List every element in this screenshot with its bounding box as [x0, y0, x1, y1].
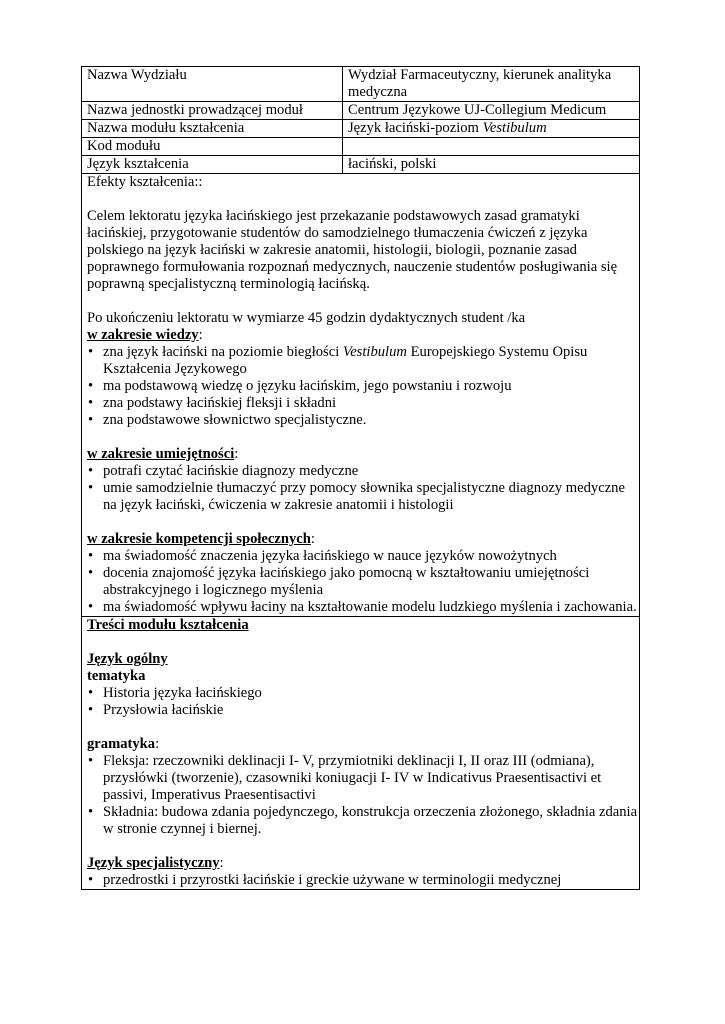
info-row-faculty	[82, 67, 640, 102]
knowledge-heading: w zakresie wiedzy	[87, 327, 199, 343]
topics-list	[87, 685, 639, 719]
bullet-icon: •	[88, 702, 94, 718]
social-heading: w zakresie kompetencji społecznych	[87, 531, 311, 547]
list-item: • przedrostki i przyrostki łacińskie i greckie używane w terminologii medycznej	[88, 872, 562, 888]
list-item: • zna język łaciński na poziomie biegłości Vestibulum Europejskiego Systemu Opisu Kształcenia Językowego	[88, 344, 588, 377]
info-row-unit	[82, 102, 640, 120]
general-language-heading: Język ogólny	[87, 651, 168, 667]
grammar-heading: gramatyka	[87, 736, 156, 752]
knowledge-heading-line: w zakresie wiedzy:	[87, 327, 203, 343]
bullet-icon: •	[88, 412, 94, 428]
effects-cell	[82, 174, 640, 617]
specialist-list	[87, 872, 639, 889]
specialist-heading: Język specjalistyczny	[87, 855, 220, 871]
list-item: • zna podstawy łacińskiej fleksji i składni	[88, 395, 337, 411]
bullet-icon: •	[88, 804, 94, 820]
skills-list	[87, 463, 639, 514]
bullet-icon: •	[88, 463, 94, 479]
list-item: • ma świadomość wpływu łaciny na kształtowanie modelu ludzkiego myślenia i zachowania.	[88, 599, 637, 615]
specialist-heading-line: Język specjalistyczny:	[87, 855, 224, 871]
effects-intro: Celem lektoratu języka łacińskiego jest przekazanie podstawowych zasad gramatyki łacińskiej, przygotowanie studentów do samodzielnego tłumaczenia ćwiczeń z języka polskiego na język łaciński w zakresie anatomii, histologii, biologii, poznanie zasad poprawnego formułowania rozpoznań medycznych, nauczenie studentów posługiwania się poprawną specjalistyczną terminologią łacińską.	[87, 208, 618, 292]
module-name-label: Nazwa modułu kształcenia	[82, 120, 343, 138]
list-item: • Fleksja: rzeczowniki deklinacji I- V, przymiotniki deklinacji I, II oraz III (odmiana), przysłówki (tworzenie), czasowniki koniugacji I- IV w Indicativus Praesentisactivi et passivi, Imperativus Praesentisactivi	[88, 753, 602, 803]
effects-row	[82, 174, 640, 617]
social-list	[87, 548, 639, 616]
contents-cell	[82, 617, 640, 890]
topics-heading: tematyka	[87, 668, 146, 684]
unit-label: Nazwa jednostki prowadzącej moduł	[82, 102, 343, 120]
contents-heading: Treści modułu kształcenia	[87, 617, 249, 633]
list-item: • Składnia: budowa zdania pojedynczego, konstrukcja orzeczenia złożonego, składnia zdania w stronie czynnej i biernej.	[88, 804, 638, 837]
bullet-icon: •	[88, 344, 94, 360]
bullet-icon: •	[88, 685, 94, 701]
skills-heading: w zakresie umiejętności	[87, 446, 235, 462]
module-table	[81, 66, 640, 890]
social-heading-line: w zakresie kompetencji społecznych:	[87, 531, 315, 547]
module-level-italic: Vestibulum	[482, 120, 547, 136]
faculty-label: Nazwa Wydziału	[82, 67, 343, 102]
unit-value: Centrum Językowe UJ-Collegium Medicum	[343, 102, 640, 120]
list-item: • umie samodzielnie tłumaczyć przy pomocy słownika specjalistyczne diagnozy medyczne na język łaciński, ćwiczenia w zakresie anatomii i histologii	[88, 480, 625, 513]
effects-completion: Po ukończeniu lektoratu w wymiarze 45 godzin dydaktycznych student /ka	[87, 310, 526, 326]
effects-heading: Efekty kształcenia::	[87, 174, 203, 190]
info-row-module-code	[82, 138, 640, 156]
list-item: • Przysłowia łacińskie	[88, 702, 224, 718]
bullet-icon: •	[88, 378, 94, 394]
bullet-icon: •	[88, 565, 94, 581]
list-item: • docenia znajomość języka łacińskiego jako pomocną w kształtowaniu umiejętności abstrakcyjnego i logicznego myślenia	[88, 565, 590, 598]
info-row-language	[82, 156, 640, 174]
language-value: łaciński, polski	[343, 156, 640, 174]
bullet-icon: •	[88, 480, 94, 496]
bullet-icon: •	[88, 548, 94, 564]
list-item: • potrafi czytać łacińskie diagnozy medyczne	[88, 463, 359, 479]
bullet-icon: •	[88, 395, 94, 411]
module-name-text: Język łaciński-poziom	[348, 120, 483, 136]
list-item: • ma świadomość znaczenia języka łacińskiego w nauce języków nowożytnych	[88, 548, 557, 564]
bullet-icon: •	[88, 753, 94, 769]
bullet-icon: •	[88, 599, 94, 615]
list-item: • ma podstawową wiedzę o języku łacińskim, jego powstaniu i rozwoju	[88, 378, 512, 394]
faculty-value: Wydział Farmaceutyczny, kierunek analityka medyczna	[343, 67, 640, 102]
list-item: • zna podstawowe słownictwo specjalistyczne.	[88, 412, 367, 428]
knowledge-list	[87, 344, 639, 429]
module-code-label: Kod modułu	[82, 138, 343, 156]
info-row-module-name	[82, 120, 640, 138]
contents-row	[82, 617, 640, 890]
bullet-icon: •	[88, 872, 94, 888]
grammar-list	[87, 753, 639, 838]
module-code-value	[343, 138, 640, 156]
list-item: • Historia języka łacińskiego	[88, 685, 262, 701]
grammar-heading-line: gramatyka:	[87, 736, 160, 752]
module-name-value	[343, 120, 640, 138]
skills-heading-line: w zakresie umiejętności:	[87, 446, 239, 462]
language-label: Język kształcenia	[82, 156, 343, 174]
